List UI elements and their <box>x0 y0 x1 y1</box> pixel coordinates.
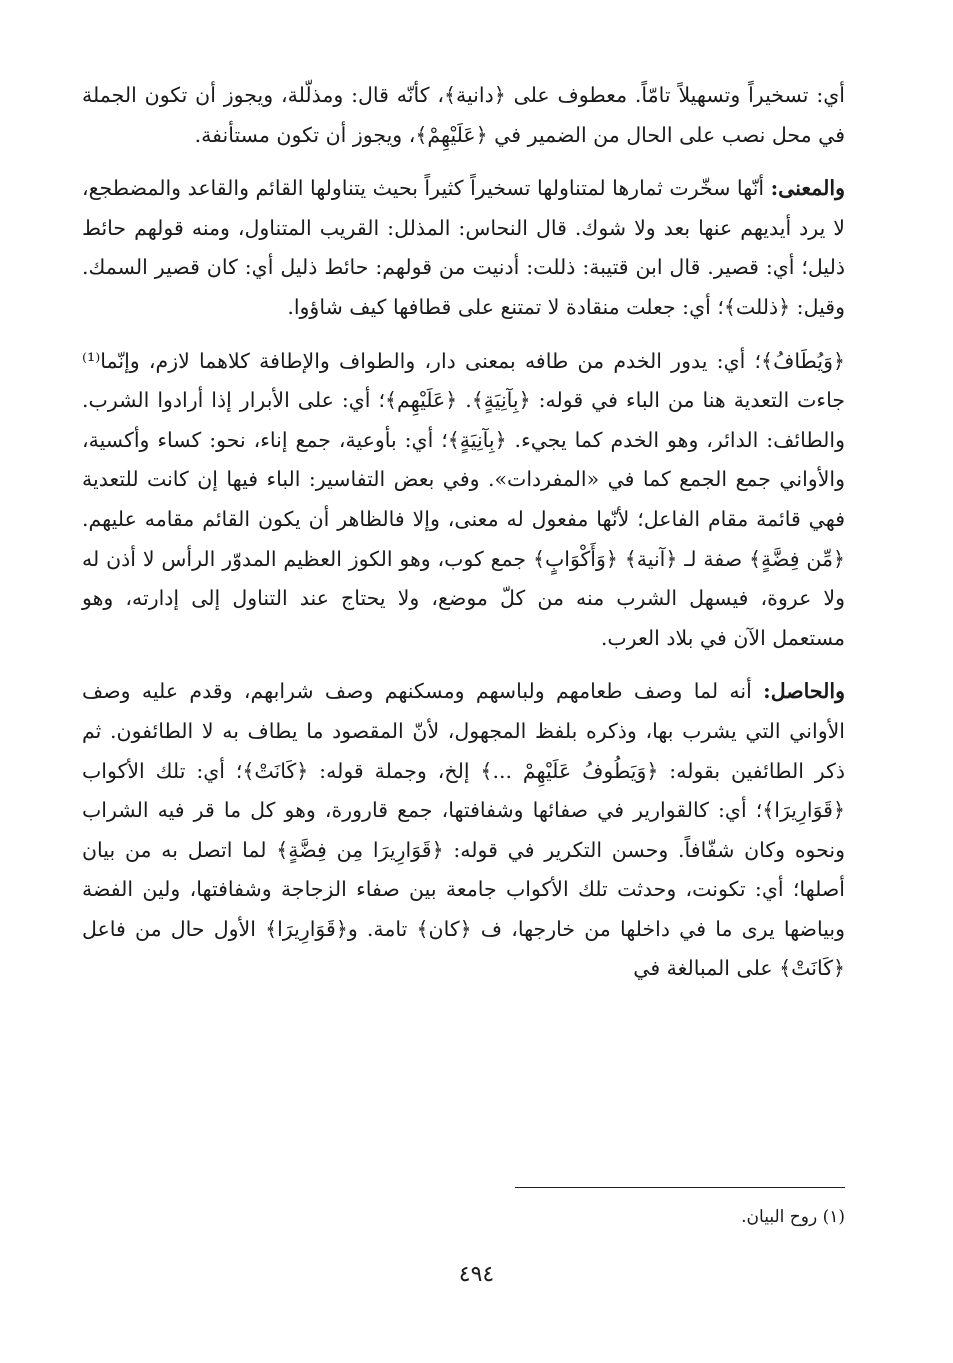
paragraph-2 <box>82 169 845 327</box>
paragraph-1 <box>82 76 845 155</box>
footnote: (١) روح البيان. <box>741 1207 845 1227</box>
page-number: ٤٩٤ <box>458 1262 495 1287</box>
paragraph-3 <box>82 342 845 659</box>
paragraph-text: ﴿وَيُطَافُ﴾؛ أي: يدور الخدم من طافه بمعنى دار، والطواف والإطافة كلاهما لازم، وإنّما⁽¹⁾ جاءت التعدية هنا من الباء في قوله: ﴿بِآنِيَةٍ﴾. ﴿عَلَيْهِم﴾؛ أي: على الأبرار إذا أرادوا الشرب. والطائف: الدائر، وهو الخدم كما يجيء. ﴿بِآنِيَةٍ﴾؛ أي: بأوعية، جمع إناء، نحو: كساء وأكسية، والأواني جمع الجمع كما في «المفردات». وفي بعض التفاسير: الباء فيها إن كانت للتعدية فهي قائمة مقام الفاعل؛ لأنّها مفعول له معنى، وإلا فالظاهر أن يكون القائم مقامه عليهم. ﴿مِّن فِضَّةٍ﴾ صفة لـ ﴿آنية﴾ ﴿وَأَكْوَابٍ﴾ جمع كوب، وهو الكوز العظيم المدوّر الرأس لا أذن له ولا عروة، فيسهل الشرب منه من كلّ موضع، ولا يحتاج عند التناول إلى إدارته، وهو مستعمل الآن في بلاد العرب. <box>82 348 845 650</box>
paragraph-text: أنّها سخّرت ثمارها لمتناولها تسخيراً كثيراً بحيث يتناولها القائم والقاعد والمضطجع، لا يرد أيديهم عنها بعد ولا شوك. قال النحاس: المذلل: القريب المتناول، ومنه قولهم حائط ذليل؛ أي: قصير. قال ابن قتيبة: ذللت: أدنيت من قولهم: حائط ذليل أي: كان قصير السمك. وقيل: ﴿ذللت﴾؛ أي: جعلت منقادة لا تمتنع على قطافها كيف شاؤوا. <box>82 176 845 319</box>
paragraph-lead: والحاصل: <box>763 679 845 704</box>
body-text <box>82 76 845 989</box>
footnote-divider <box>515 1187 845 1188</box>
paragraph-text: أي: تسخيراً وتسهيلاً تامّاً. معطوف على ﴿دانية﴾، كأنّه قال: ومذلّلة، ويجوز أن تكون الجملة في محل نصب على الحال من الضمير في ﴿عَلَيْهِمْ﴾، ويجوز أن تكون مستأنفة. <box>82 83 845 147</box>
paragraph-text: أنه لما وصف طعامهم ولباسهم ومسكنهم وصف شرابهم، وقدم عليه وصف الأواني التي يشرب بها، وذكره بلفظ المجهول، لأنّ المقصود ما يطاف به لا الطائفون. ثم ذكر الطائفين بقوله: ﴿وَيَطُوفُ عَلَيْهِمْ ...﴾ إلخ، وجملة قوله: ﴿كَانَتْ﴾؛ أي: تلك الأكواب ﴿قَوَارِيرَا﴾؛ أي: كالقوارير في صفائها وشفافتها، جمع قارورة، وهو كل ما قر فيه الشراب ونحوه وكان شفّافاً. وحسن التكرير في قوله: ﴿قَوَارِيرَا مِن فِضَّةٍ﴾ لما اتصل به من بيان أصلها؛ أي: تكونت، وحدثت تلك الأكواب جامعة بين صفاء الزجاجة وشفافتها، ولين الفضة وبياضها يرى ما في داخلها من خارجها، ف ﴿كان﴾ تامة. و﴿قَوَارِيرَا﴾ الأول حال من فاعل ﴿كَانَتْ﴾ على المبالغة في <box>82 679 845 981</box>
paragraph-lead: والمعنى: <box>770 176 845 201</box>
paragraph-4 <box>82 672 845 989</box>
